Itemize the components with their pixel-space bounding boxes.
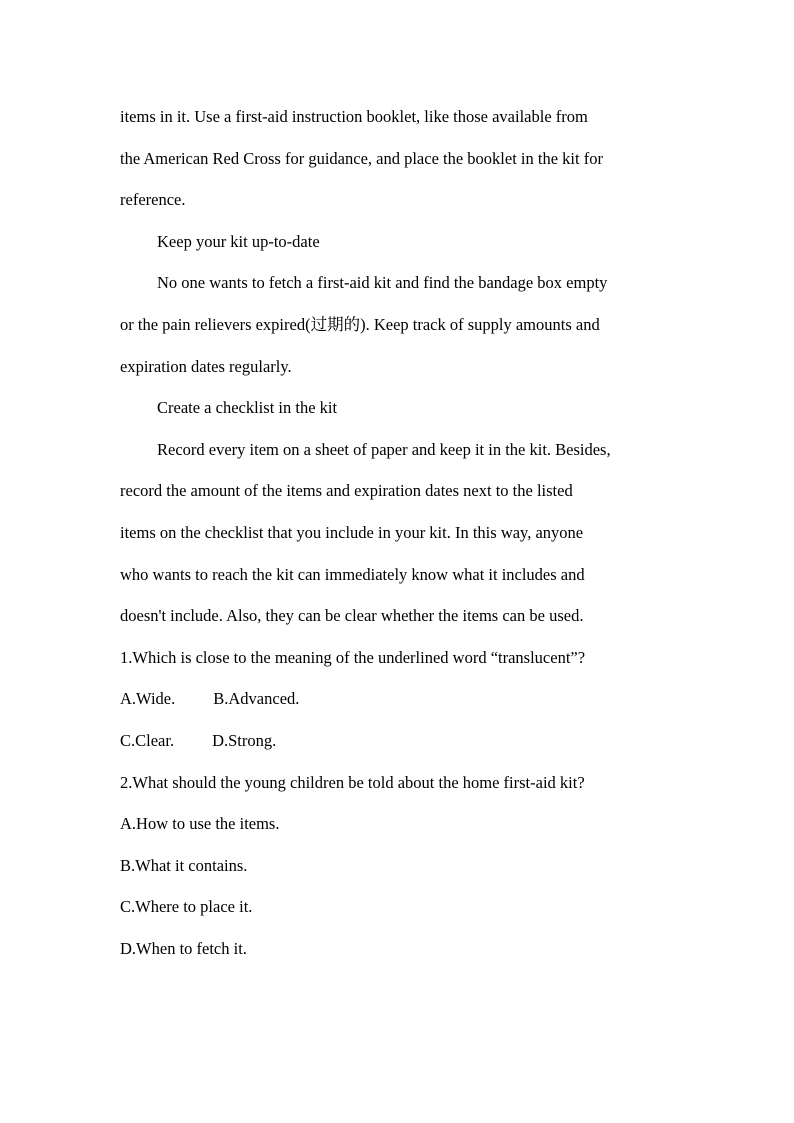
question-1-option-d: D.Strong. <box>212 730 277 750</box>
question-1-stem: 1.Which is close to the meaning of the underlined word “translucent”? <box>120 647 586 667</box>
paragraph-line: expiration dates regularly. <box>120 356 292 376</box>
question-1-options-row-1 <box>120 678 680 720</box>
paragraph-line: Record every item on a sheet of paper and keep it in the kit. Besides, <box>157 439 611 459</box>
paragraph-line: items in it. Use a first-aid instruction booklet, like those available from <box>120 107 588 126</box>
question-2-option-d: D.When to fetch it. <box>120 938 247 958</box>
question-2-option-c: C.Where to place it. <box>120 897 253 917</box>
question-2-option-a: A.How to use the items. <box>120 814 280 834</box>
paragraph-line: reference. <box>120 190 186 210</box>
passage-text <box>120 96 680 969</box>
paragraph-line: who wants to reach the kit can immediately know what it includes and <box>120 564 585 584</box>
paragraph-line: or the pain relievers expired(过期的). Keep track of supply amounts and <box>120 314 600 334</box>
paragraph-line: No one wants to fetch a first-aid kit and find the bandage box empty <box>157 273 608 293</box>
question-1-option-c: C.Clear. <box>120 730 175 750</box>
question-1-option-a: A.Wide. <box>120 689 176 709</box>
question-2-option-b: B.What it contains. <box>120 855 248 875</box>
section-heading-create-checklist: Create a checklist in the kit <box>157 398 338 418</box>
paragraph-line: doesn't include. Also, they can be clear whether the items can be used. <box>120 606 584 626</box>
paragraph-line: the American Red Cross for guidance, and place the booklet in the kit for <box>120 148 603 168</box>
question-1-option-b: B.Advanced. <box>213 689 300 709</box>
paragraph-line: items on the checklist that you include in your kit. In this way, anyone <box>120 522 584 542</box>
paragraph-line: record the amount of the items and expiration dates next to the listed <box>120 481 573 501</box>
section-heading-keep-up-to-date: Keep your kit up-to-date <box>157 231 320 251</box>
question-1-options-row-2 <box>120 720 680 762</box>
question-2-stem: 2.What should the young children be told about the home first-aid kit? <box>120 772 585 792</box>
